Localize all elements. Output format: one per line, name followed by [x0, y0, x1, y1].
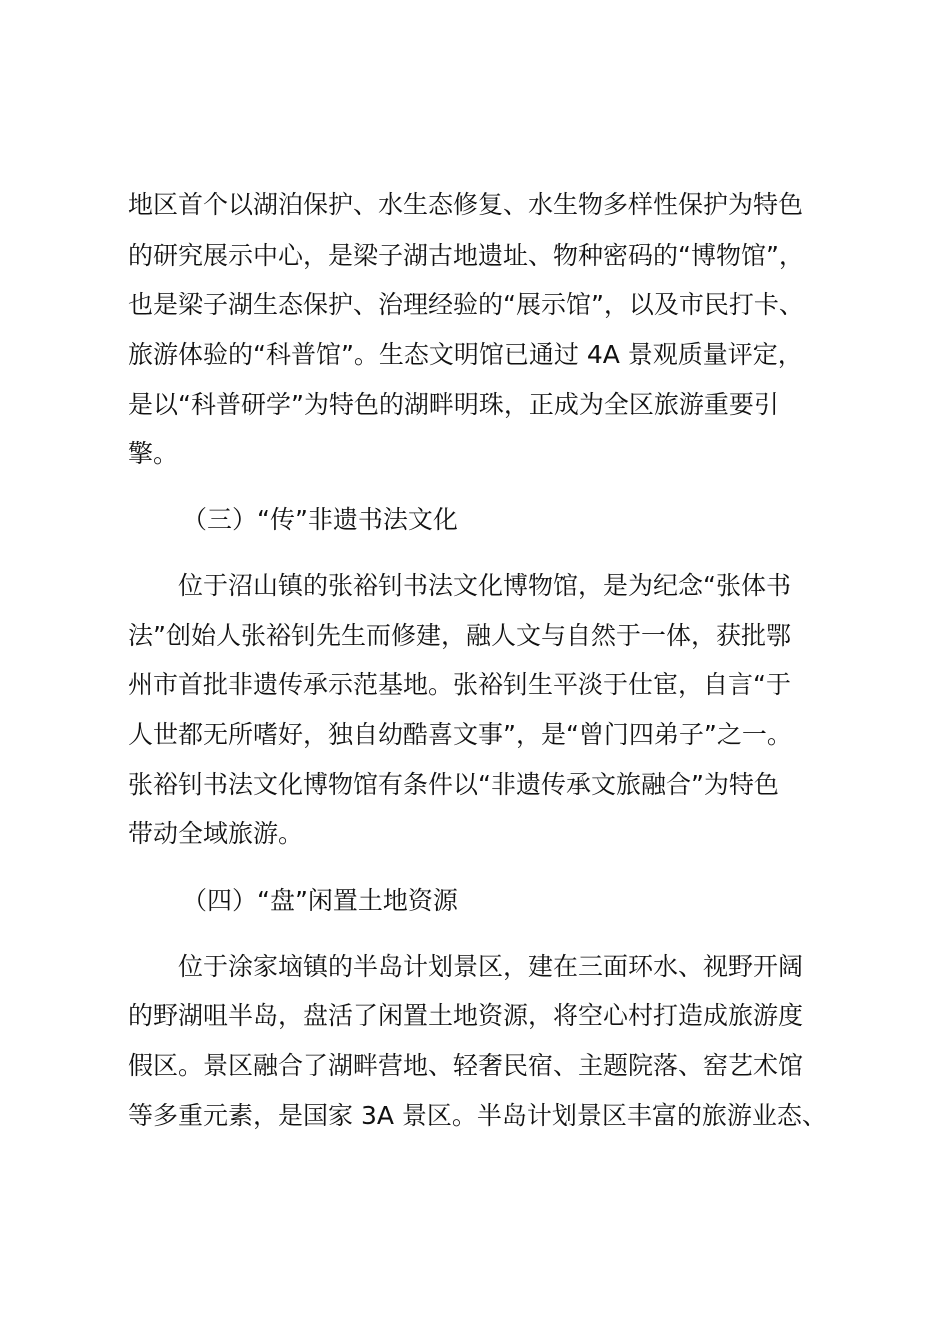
paragraph-line: 旅游体验的“科普馆”。生态文明馆已通过 4A 景观质量评定，	[128, 340, 803, 369]
paragraph-line: 的研究展示中心，是梁子湖古地遗址、物种密码的“博物馆”，	[128, 241, 804, 270]
section-heading: （四）“盘”闲置土地资源	[182, 886, 458, 915]
paragraph-line: 带动全域旅游。	[128, 819, 304, 848]
paragraph-line: 的野湖咀半岛，盘活了闲置土地资源，将空心村打造成旅游度	[128, 1001, 804, 1030]
paragraph-line: 张裕钊书法文化博物馆有条件以“非遗传承文旅融合”为特色	[128, 770, 779, 799]
paragraph-line: 擎。	[128, 439, 179, 468]
paragraph-line: 也是梁子湖生态保护、治理经验的“展示馆”，以及市民打卡、	[128, 290, 804, 319]
paragraph-line: 等多重元素，是国家 3A 景区。半岛计划景区丰富的旅游业态、	[128, 1101, 827, 1130]
paragraph-line: 位于涂家垴镇的半岛计划景区，建在三面环水、视野开阔	[178, 952, 804, 981]
paragraph-line: 州市首批非遗传承示范基地。张裕钊生平淡于仕宦，自言“于	[128, 670, 791, 699]
paragraph-line: 假区。景区融合了湖畔营地、轻奢民宿、主题院落、窑艺术馆	[128, 1051, 804, 1080]
paragraph-line: 人世都无所嗜好，独自幼酷喜文事”，是“曾门四弟子”之一。	[128, 720, 792, 749]
paragraph-line: 地区首个以湖泊保护、水生态修复、水生物多样性保护为特色	[128, 190, 804, 219]
section-heading: （三）“传”非遗书法文化	[182, 505, 458, 534]
paragraph-line: 法”创始人张裕钊先生而修建，融人文与自然于一体，获批鄂	[128, 621, 791, 650]
paragraph-line: 位于沼山镇的张裕钊书法文化博物馆，是为纪念“张体书	[178, 571, 791, 600]
paragraph-line: 是以“科普研学”为特色的湖畔明珠，正成为全区旅游重要引	[128, 390, 779, 419]
